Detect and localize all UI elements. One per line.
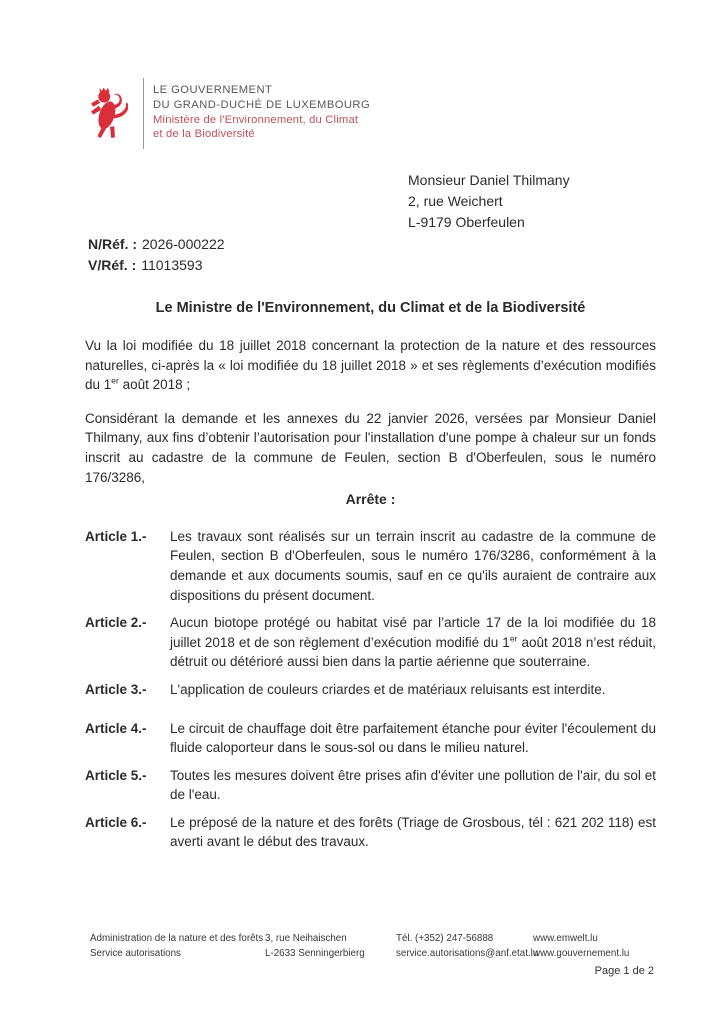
article-1-text: Les travaux sont réalisés sur un terrain inscrit au cadastre de la commune de Feulen, section B d'Oberfeulen, sous le numéro 176/3286, conformément à la demande et aux documents soumis, sauf en ce qu'ils auraient de contraire aux dispositions du présent document. xyxy=(170,528,656,603)
reference-vref-value: 11013593 xyxy=(141,256,203,273)
letterhead-ministry-line2: et de la Biodiversité xyxy=(153,128,255,141)
reference-nref-label: N/Réf. : xyxy=(88,236,137,252)
decree-heading: Arrête : xyxy=(345,491,396,508)
article-2-label: Article 2.- xyxy=(85,615,147,631)
reference-block xyxy=(88,234,225,275)
footer-phone: Tél. (+352) 247-56888 xyxy=(396,933,494,944)
footer-website-emwelt: www.emwelt.lu xyxy=(533,933,598,944)
recipient-address xyxy=(408,170,570,233)
letterhead-divider xyxy=(143,78,144,149)
footer-email: service.autorisations@anf.etat.lu xyxy=(396,948,539,959)
article-1-label: Article 1.- xyxy=(85,528,147,544)
footer-admin-line2: Service autorisations xyxy=(90,948,181,959)
letterhead-government-line1: LE GOUVERNEMENT xyxy=(153,84,273,96)
footer-website-gouvernement: www.gouvernement.lu xyxy=(533,948,630,959)
reference-nref xyxy=(88,234,225,255)
letterhead-ministry-line1: Ministère de l'Environnement, du Climat xyxy=(153,113,359,126)
recipient-city: L-9179 Oberfeulen xyxy=(408,214,525,230)
footer-admin-line1: Administration de la nature et des forêts xyxy=(90,933,264,944)
footer-websites xyxy=(533,931,629,961)
footer-address-line2: L-2633 Senningerbierg xyxy=(265,948,365,959)
article-5-row xyxy=(85,766,656,805)
letterhead-text xyxy=(153,83,370,142)
letterhead-government-line2: DU GRAND-DUCHÉ DE LUXEMBOURG xyxy=(153,98,371,111)
article-6-row xyxy=(85,813,656,852)
recipient-name: Monsieur Daniel Thilmany xyxy=(408,172,570,188)
article-1-row xyxy=(85,527,656,605)
article-5-text: Toutes les mesures doivent être prises afin d'éviter une pollution de l'air, du sol et de l'eau. xyxy=(170,767,656,803)
reference-vref-label: V/Réf. : xyxy=(88,256,137,273)
article-3-row xyxy=(85,680,656,700)
reference-vref xyxy=(88,255,225,276)
article-5-label: Article 5.- xyxy=(85,767,147,783)
footer-administration xyxy=(90,931,263,961)
article-3-label: Article 3.- xyxy=(85,681,147,697)
footer-contact xyxy=(396,931,538,961)
article-4-label: Article 4.- xyxy=(85,720,147,736)
article-2-text: Aucun biotope protégé ou habitat visé par l’article 17 de la loi modifiée du 18 juillet 2018 et de son règlement d’exécution modifié du 1er août 2018 n’est réduit, détruit ou détérioré aussi bien dans la partie aérienne que souterraine. xyxy=(170,615,656,670)
document-title: Le Ministre de l'Environnement, du Climat et de la Biodiversité xyxy=(155,300,586,316)
article-4-row xyxy=(85,719,656,758)
footer-address xyxy=(265,931,365,961)
article-4-text: Le circuit de chauffage doit être parfaitement étanche pour éviter l'écoulement du fluide caloporteur dans le sous-sol ou dans le milieu naturel. xyxy=(170,720,656,756)
reference-nref-value: 2026-000222 xyxy=(142,236,225,252)
recipient-street: 2, rue Weichert xyxy=(408,193,503,209)
article-3-text: L'application de couleurs criardes et de matériaux reluisants est interdite. xyxy=(170,681,606,697)
article-6-text: Le préposé de la nature et des forêts (Triage de Grosbous, tél : 621 202 118) est averti avant le début des travaux. xyxy=(170,814,656,850)
article-2-row xyxy=(85,613,656,672)
document-body xyxy=(85,299,656,860)
luxembourg-lion-icon xyxy=(90,83,128,141)
paragraph-considerant: Considérant la demande et les annexes du 22 janvier 2026, versées par Monsieur Daniel Thilmany, aux fins d’obtenir l’autorisation pour l'installation d'une pompe à chaleur sur un fonds inscrit au cadastre de la commune de Feulen, section B d'Oberfeulen, sous le numéro 176/3286, xyxy=(85,410,656,485)
letter-footer xyxy=(0,931,724,965)
footer-address-line1: 3, rue Neihaischen xyxy=(265,933,347,944)
paragraph-vu: Vu la loi modifiée du 18 juillet 2018 concernant la protection de la nature et des ressources naturelles, ci-après la « loi modifiée du 18 juillet 2018 » et ses règlements d’exécution modifiés du 1er août 2018 ; xyxy=(85,338,656,393)
article-6-label: Article 6.- xyxy=(85,814,147,830)
page-indicator: Page 1 de 2 xyxy=(594,965,654,977)
